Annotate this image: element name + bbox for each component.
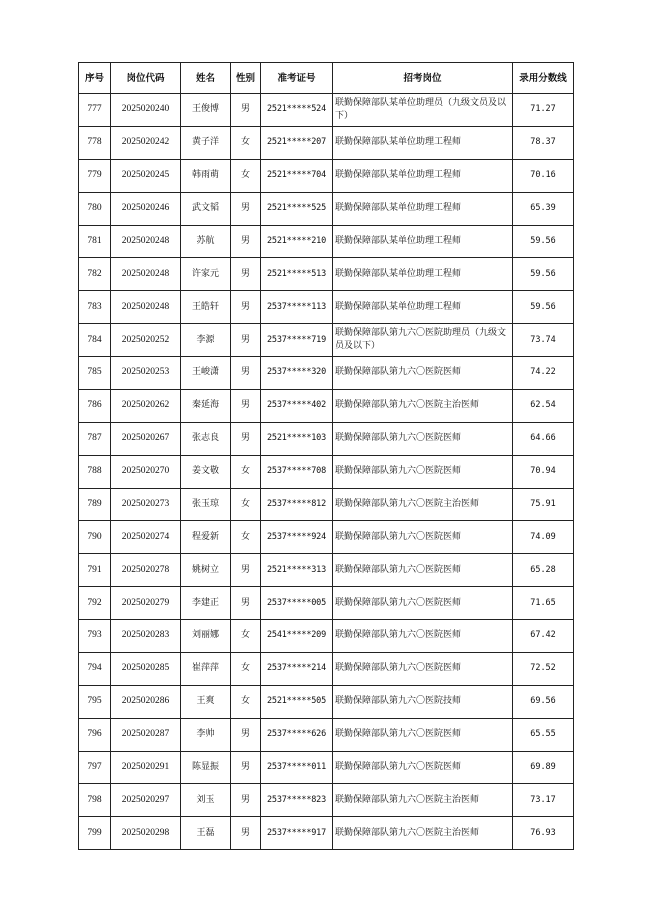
table-row (79, 291, 574, 324)
cell-ticket: 2521*****103 (261, 422, 333, 455)
cell-ticket: 2537*****005 (261, 587, 333, 620)
cell-code: 2025020252 (111, 324, 181, 357)
cell-post: 联勤保障部队某单位助理工程师 (333, 192, 513, 225)
cell-seq: 791 (79, 554, 111, 587)
cell-code: 2025020278 (111, 554, 181, 587)
cell-score: 59.56 (513, 258, 574, 291)
cell-name: 武文韬 (181, 192, 231, 225)
cell-name: 李源 (181, 324, 231, 357)
cell-score: 76.93 (513, 817, 574, 850)
cell-code: 2025020291 (111, 751, 181, 784)
cell-code: 2025020297 (111, 784, 181, 817)
cell-score: 70.94 (513, 455, 574, 488)
cell-ticket: 2537*****823 (261, 784, 333, 817)
cell-gender: 男 (231, 422, 261, 455)
cell-seq: 780 (79, 192, 111, 225)
cell-code: 2025020248 (111, 258, 181, 291)
cell-seq: 794 (79, 652, 111, 685)
cell-seq: 788 (79, 455, 111, 488)
header-gender: 性别 (231, 63, 261, 94)
cell-code: 2025020242 (111, 126, 181, 159)
cell-post: 联勤保障部队某单位助理员（九级文员及以下） (333, 94, 513, 127)
header-seq: 序号 (79, 63, 111, 94)
cell-name: 崔萍萍 (181, 652, 231, 685)
cell-ticket: 2537*****402 (261, 389, 333, 422)
cell-seq: 785 (79, 357, 111, 390)
cell-name: 陈显振 (181, 751, 231, 784)
cell-name: 刘丽娜 (181, 620, 231, 653)
cell-seq: 792 (79, 587, 111, 620)
cell-name: 程爱新 (181, 521, 231, 554)
cell-post: 联勤保障部队第九六〇医院医师 (333, 554, 513, 587)
cell-ticket: 2521*****513 (261, 258, 333, 291)
cell-name: 苏航 (181, 225, 231, 258)
table-row (79, 324, 574, 357)
cell-seq: 778 (79, 126, 111, 159)
cell-score: 62.54 (513, 389, 574, 422)
cell-score: 59.56 (513, 291, 574, 324)
cell-post: 联勤保障部队第九六〇医院助理员（九级文员及以下） (333, 324, 513, 357)
cell-name: 王俊博 (181, 94, 231, 127)
cell-seq: 795 (79, 685, 111, 718)
cell-post: 联勤保障部队第九六〇医院医师 (333, 521, 513, 554)
cell-name: 王皓轩 (181, 291, 231, 324)
cell-ticket: 2537*****917 (261, 817, 333, 850)
cell-seq: 796 (79, 718, 111, 751)
results-sheet (78, 62, 573, 850)
cell-gender: 女 (231, 488, 261, 521)
table-row (79, 258, 574, 291)
table-row (79, 488, 574, 521)
cell-seq: 779 (79, 159, 111, 192)
cell-seq: 798 (79, 784, 111, 817)
table-row (79, 94, 574, 127)
cell-post: 联勤保障部队某单位助理工程师 (333, 126, 513, 159)
cell-score: 74.22 (513, 357, 574, 390)
cell-post: 联勤保障部队第九六〇医院医师 (333, 751, 513, 784)
cell-name: 姚树立 (181, 554, 231, 587)
cell-ticket: 2537*****812 (261, 488, 333, 521)
cell-gender: 男 (231, 94, 261, 127)
cell-ticket: 2537*****320 (261, 357, 333, 390)
cell-seq: 797 (79, 751, 111, 784)
table-row (79, 159, 574, 192)
cell-seq: 783 (79, 291, 111, 324)
cell-score: 78.37 (513, 126, 574, 159)
cell-code: 2025020253 (111, 357, 181, 390)
cell-name: 李建正 (181, 587, 231, 620)
cell-score: 75.91 (513, 488, 574, 521)
cell-seq: 799 (79, 817, 111, 850)
cell-post: 联勤保障部队第九六〇医院医师 (333, 587, 513, 620)
cell-gender: 女 (231, 620, 261, 653)
cell-name: 王爽 (181, 685, 231, 718)
table-row (79, 784, 574, 817)
cell-score: 65.28 (513, 554, 574, 587)
cell-score: 65.55 (513, 718, 574, 751)
cell-gender: 女 (231, 159, 261, 192)
cell-code: 2025020248 (111, 291, 181, 324)
cell-post: 联勤保障部队第九六〇医院医师 (333, 357, 513, 390)
cell-ticket: 2537*****626 (261, 718, 333, 751)
cell-seq: 781 (79, 225, 111, 258)
cell-gender: 男 (231, 324, 261, 357)
cell-name: 王峻潇 (181, 357, 231, 390)
cell-score: 73.74 (513, 324, 574, 357)
cell-code: 2025020246 (111, 192, 181, 225)
cell-name: 黄子洋 (181, 126, 231, 159)
table-row (79, 192, 574, 225)
cell-name: 秦延海 (181, 389, 231, 422)
cell-post: 联勤保障部队第九六〇医院技师 (333, 685, 513, 718)
cell-ticket: 2521*****210 (261, 225, 333, 258)
cell-code: 2025020267 (111, 422, 181, 455)
cell-code: 2025020286 (111, 685, 181, 718)
cell-gender: 女 (231, 685, 261, 718)
cell-ticket: 2521*****207 (261, 126, 333, 159)
cell-code: 2025020298 (111, 817, 181, 850)
cell-post: 联勤保障部队某单位助理工程师 (333, 258, 513, 291)
cell-post: 联勤保障部队第九六〇医院主治医师 (333, 488, 513, 521)
cell-score: 74.09 (513, 521, 574, 554)
cell-score: 72.52 (513, 652, 574, 685)
cell-seq: 790 (79, 521, 111, 554)
table-row (79, 422, 574, 455)
cell-post: 联勤保障部队第九六〇医院医师 (333, 455, 513, 488)
cell-gender: 男 (231, 192, 261, 225)
cell-post: 联勤保障部队第九六〇医院医师 (333, 718, 513, 751)
cell-gender: 男 (231, 357, 261, 390)
cell-code: 2025020245 (111, 159, 181, 192)
header-name: 姓名 (181, 63, 231, 94)
cell-score: 71.27 (513, 94, 574, 127)
table-body (79, 94, 574, 850)
cell-ticket: 2537*****924 (261, 521, 333, 554)
table-row (79, 685, 574, 718)
cell-gender: 女 (231, 652, 261, 685)
cell-name: 刘玉 (181, 784, 231, 817)
cell-score: 67.42 (513, 620, 574, 653)
cell-gender: 男 (231, 751, 261, 784)
cell-code: 2025020262 (111, 389, 181, 422)
cell-score: 69.89 (513, 751, 574, 784)
header-post: 招考岗位 (333, 63, 513, 94)
cell-name: 李帅 (181, 718, 231, 751)
cell-name: 张玉琼 (181, 488, 231, 521)
cell-gender: 男 (231, 554, 261, 587)
cell-gender: 男 (231, 718, 261, 751)
table-row (79, 357, 574, 390)
cell-score: 70.16 (513, 159, 574, 192)
header-code: 岗位代码 (111, 63, 181, 94)
table-row (79, 554, 574, 587)
cell-gender: 男 (231, 587, 261, 620)
header-row (79, 63, 574, 94)
cell-gender: 男 (231, 389, 261, 422)
cell-score: 64.66 (513, 422, 574, 455)
header-ticket: 准考证号 (261, 63, 333, 94)
cell-gender: 男 (231, 817, 261, 850)
cell-score: 71.65 (513, 587, 574, 620)
cell-post: 联勤保障部队某单位助理工程师 (333, 159, 513, 192)
cell-post: 联勤保障部队某单位助理工程师 (333, 291, 513, 324)
results-table (78, 62, 574, 850)
cell-seq: 777 (79, 94, 111, 127)
table-row (79, 817, 574, 850)
cell-post: 联勤保障部队第九六〇医院医师 (333, 652, 513, 685)
cell-post: 联勤保障部队第九六〇医院医师 (333, 620, 513, 653)
cell-seq: 784 (79, 324, 111, 357)
cell-name: 姜文敬 (181, 455, 231, 488)
cell-ticket: 2537*****113 (261, 291, 333, 324)
cell-post: 联勤保障部队第九六〇医院主治医师 (333, 817, 513, 850)
cell-score: 65.39 (513, 192, 574, 225)
table-row (79, 587, 574, 620)
cell-ticket: 2537*****708 (261, 455, 333, 488)
cell-code: 2025020279 (111, 587, 181, 620)
cell-seq: 787 (79, 422, 111, 455)
cell-ticket: 2537*****011 (261, 751, 333, 784)
cell-gender: 女 (231, 521, 261, 554)
cell-post: 联勤保障部队第九六〇医院主治医师 (333, 784, 513, 817)
cell-seq: 782 (79, 258, 111, 291)
cell-code: 2025020240 (111, 94, 181, 127)
cell-gender: 男 (231, 784, 261, 817)
cell-seq: 793 (79, 620, 111, 653)
table-row (79, 620, 574, 653)
cell-score: 69.56 (513, 685, 574, 718)
cell-gender: 男 (231, 258, 261, 291)
cell-gender: 女 (231, 455, 261, 488)
cell-ticket: 2521*****313 (261, 554, 333, 587)
cell-name: 许家元 (181, 258, 231, 291)
cell-post: 联勤保障部队第九六〇医院医师 (333, 422, 513, 455)
cell-ticket: 2537*****719 (261, 324, 333, 357)
table-row (79, 389, 574, 422)
cell-ticket: 2521*****704 (261, 159, 333, 192)
cell-post: 联勤保障部队某单位助理工程师 (333, 225, 513, 258)
cell-code: 2025020283 (111, 620, 181, 653)
cell-code: 2025020273 (111, 488, 181, 521)
table-row (79, 718, 574, 751)
header-score: 录用分数线 (513, 63, 574, 94)
cell-ticket: 2537*****214 (261, 652, 333, 685)
cell-name: 张志良 (181, 422, 231, 455)
cell-gender: 男 (231, 225, 261, 258)
cell-gender: 女 (231, 126, 261, 159)
cell-ticket: 2541*****209 (261, 620, 333, 653)
cell-ticket: 2521*****524 (261, 94, 333, 127)
cell-gender: 男 (231, 291, 261, 324)
cell-score: 59.56 (513, 225, 574, 258)
table-row (79, 652, 574, 685)
cell-post: 联勤保障部队第九六〇医院主治医师 (333, 389, 513, 422)
cell-code: 2025020274 (111, 521, 181, 554)
table-row (79, 455, 574, 488)
cell-code: 2025020248 (111, 225, 181, 258)
cell-score: 73.17 (513, 784, 574, 817)
cell-ticket: 2521*****525 (261, 192, 333, 225)
table-row (79, 126, 574, 159)
cell-seq: 789 (79, 488, 111, 521)
cell-name: 韩雨萌 (181, 159, 231, 192)
cell-name: 王磊 (181, 817, 231, 850)
cell-seq: 786 (79, 389, 111, 422)
cell-code: 2025020287 (111, 718, 181, 751)
cell-ticket: 2521*****505 (261, 685, 333, 718)
cell-code: 2025020285 (111, 652, 181, 685)
table-row (79, 225, 574, 258)
table-row (79, 751, 574, 784)
table-row (79, 521, 574, 554)
cell-code: 2025020270 (111, 455, 181, 488)
